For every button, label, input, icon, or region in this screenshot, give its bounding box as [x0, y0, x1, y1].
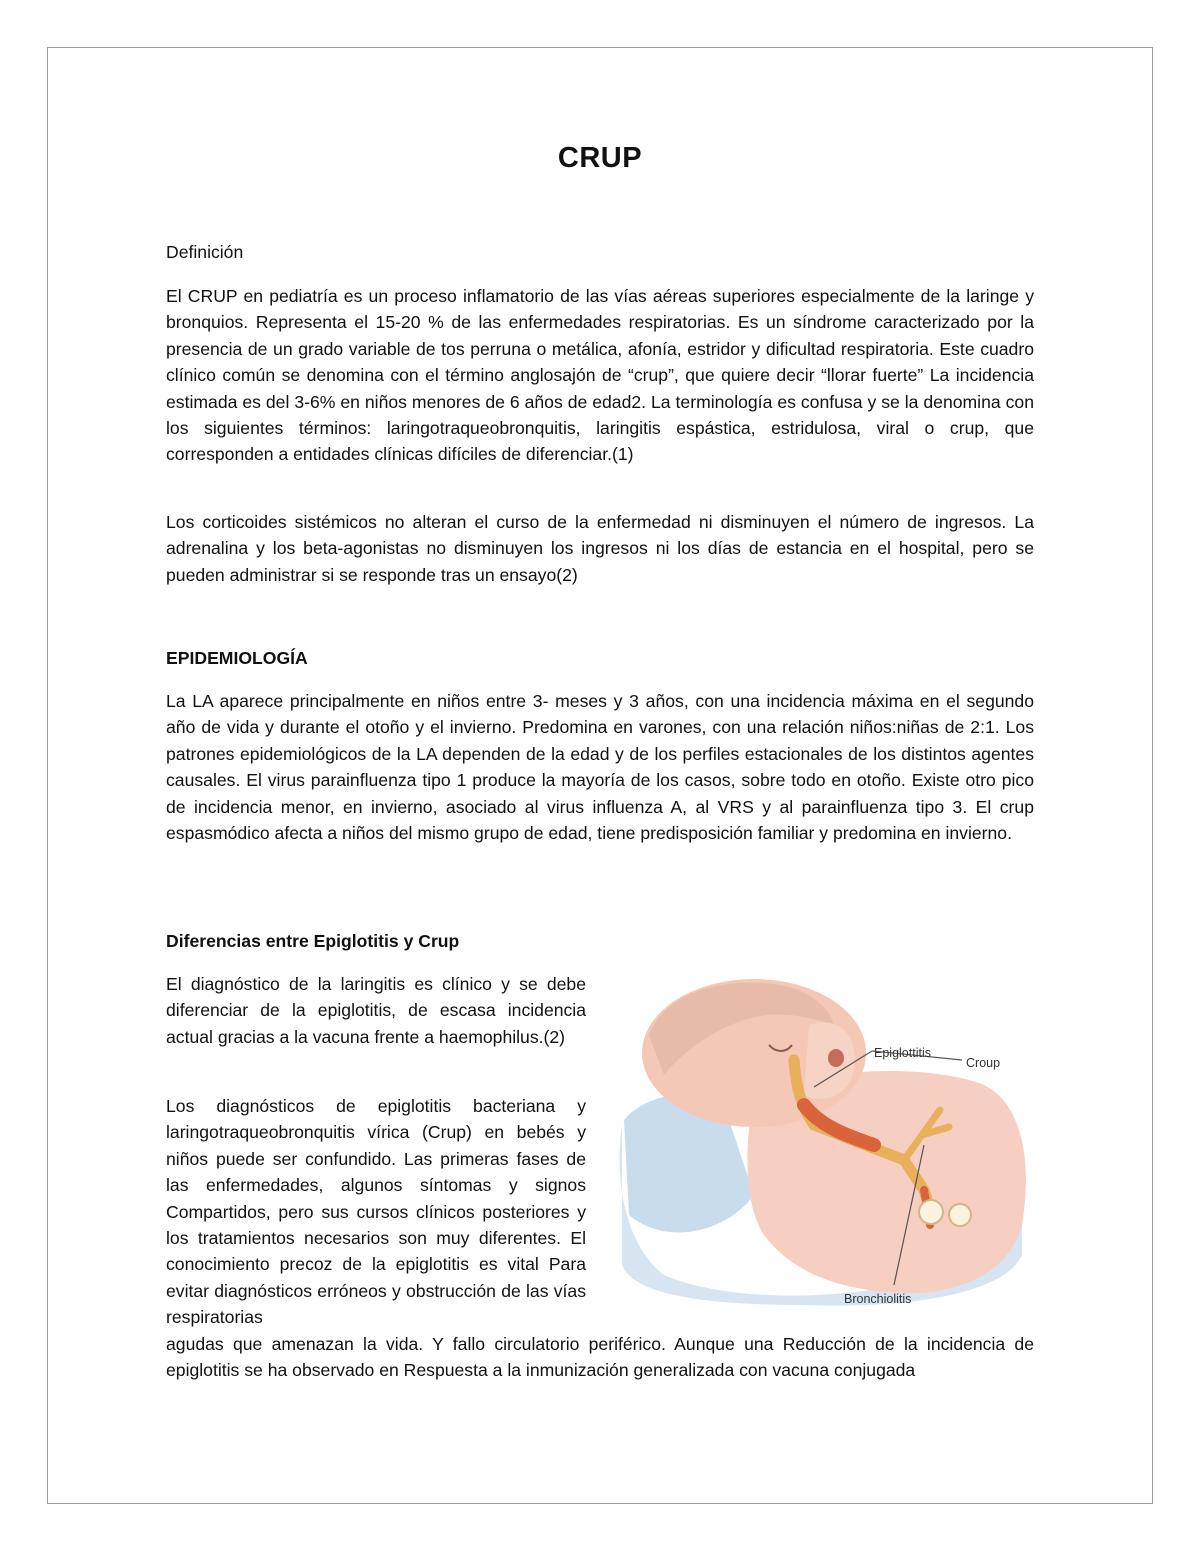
label-bronchiolitis: Bronchiolitis: [844, 1292, 912, 1306]
differences-heading: Diferencias entre Epiglotitis y Crup: [166, 931, 460, 951]
differences-paragraph-1: El diagnóstico de la laringitis es clínico y se debe diferenciar de la epiglotitis, de escasa incidencia actual gracias a la vacuna frente a haemophilus.(2): [166, 974, 586, 1047]
epidemiology-paragraph: La LA aparece principalmente en niños entre 3- meses y 3 años, con una incidencia máxima en el segundo año de vida y durante el otoño y el invierno. Predomina en varones, con una relación niños:niñas de 2:1. Los patrones epidemiológicos de la LA dependen de la edad y de los perfiles estacionales de los distintos agentes causales. El virus parainfluenza tipo 1 produce la mayoría de los casos, sobre todo en otoño. Existe otro pico de incidencia menor, en invierno, asociado al virus influenza A, al VRS y al parainfluenza tipo 3. El crup espasmódico afecta a niños del mismo grupo de edad, tiene predisposición familiar y predomina en invierno.: [166, 691, 1034, 844]
croup-illustration: [604, 975, 1036, 1309]
label-croup: Croup: [966, 1056, 1001, 1070]
differences-paragraph-2-continued: agudas que amenazan la vida. Y fallo circulatorio periférico. Aunque una Reducción de la incidencia de epiglotitis se ha observado en Respuesta a la inmunización generalizada con vacuna conjugada: [166, 1334, 1034, 1381]
definition-paragraph-1: El CRUP en pediatría es un proceso inflamatorio de las vías aéreas superiores especialmente de la laringe y bronquios. Representa el 15-20 % de las enfermedades respiratorias. Es un síndrome caracterizado por la presencia de un grado variable de tos perruna o metálica, afonía, estridor y dificultad respiratoria. Este cuadro clínico común se denomina con el término anglosajón de “crup”, que quiere decir “llorar fuerte” La incidencia estimada es del 3-6% en niños menores de 6 años de edad2. La terminología es confusa y se la denomina con los siguientes términos: laringotraqueobronquitis, laringitis espástica, estridulosa, viral o crup, que corresponden a entidades clínicas difíciles de diferenciar.(1): [166, 286, 1034, 465]
infant-mouth: [828, 1049, 844, 1067]
document-title: CRUP: [557, 142, 643, 174]
alveoli-cluster-2: [949, 1204, 971, 1226]
alveoli-cluster-1: [919, 1200, 943, 1224]
croup-illustration-svg: [604, 975, 1036, 1309]
label-epiglottitis: Epiglottitis: [874, 1046, 931, 1060]
definition-label: Definición: [166, 242, 244, 262]
differences-paragraph-2-column: Los diagnósticos de epiglotitis bacteriana y laringotraqueobronquitis vírica (Crup) en bebés y niños puede ser confundido. Las primeras fases de las enfermedades, algunos síntomas y signos Compartidos, pero sus cursos clínicos posteriores y los tratamientos necesarios son muy diferentes. El conocimiento precoz de la epiglotitis es vital Para evitar diagnósticos erróneos y obstrucción de las vías respiratorias: [166, 1096, 586, 1328]
definition-paragraph-2: Los corticoides sistémicos no alteran el curso de la enfermedad ni disminuyen el número de ingresos. La adrenalina y los beta-agonistas no disminuyen los ingresos ni los días de estancia en el hospital, pero se pueden administrar si se responde tras un ensayo(2): [166, 512, 1034, 585]
epidemiology-heading: EPIDEMIOLOGÍA: [166, 648, 308, 668]
